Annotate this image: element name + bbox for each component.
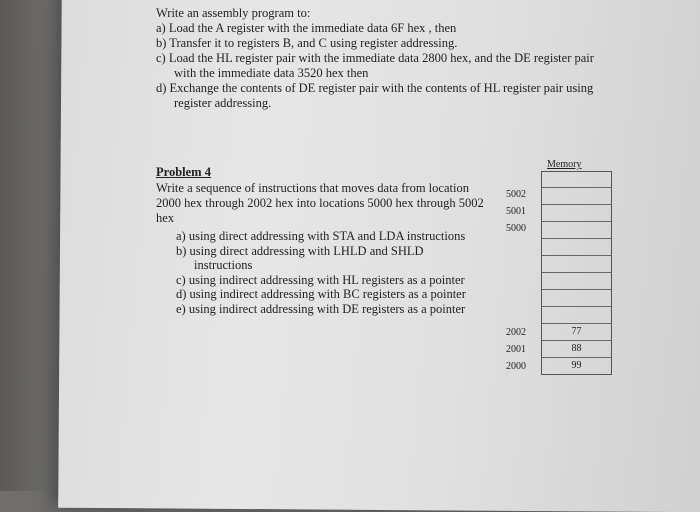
memory-cell-divider (542, 204, 611, 205)
part1-item-a: a) Load the A register with the immediate data 6F hex , then (156, 21, 457, 35)
memory-cell-value: 88 (571, 343, 582, 354)
problem-part-b-cont: instructions (194, 258, 253, 272)
memory-cell-value: 77 (571, 326, 582, 337)
part1-item-c-cont: with the immediate data 3520 hex then (174, 66, 369, 80)
problem-part-b: b) using direct addressing with LHLD and SHLD (176, 243, 424, 258)
memory-cell-divider (542, 221, 611, 222)
memory-cell-divider (542, 306, 611, 307)
part1-item-b: b) Transfer it to registers B, and C using register addressing. (156, 36, 458, 50)
memory-cell-divider (542, 238, 611, 239)
problem-part-d: d) using indirect addressing with BC registers as a pointer (176, 287, 466, 301)
part1-title: Write an assembly program to: (156, 6, 311, 20)
assignment-part1 (156, 6, 594, 111)
memory-cell-divider (542, 272, 611, 273)
address-label: 5002 (506, 189, 526, 200)
memory-cell-value: 99 (571, 360, 582, 371)
problem-part-e: e) using indirect addressing with DE registers as a pointer (176, 301, 466, 316)
address-label: 2001 (506, 344, 526, 355)
memory-title: Memory (547, 159, 582, 170)
problem-part-a: a) using direct addressing with STA and LDA instructions (176, 229, 466, 243)
problem-parts (176, 229, 466, 316)
part1-item-d: d) Exchange the contents of DE register pair with the contents of HL register pair using (156, 81, 594, 95)
memory-cell-divider (542, 187, 611, 188)
memory-cell-divider (542, 323, 611, 324)
part1-item-d-cont: register addressing. (174, 96, 272, 110)
memory-cell-divider (542, 340, 611, 341)
memory-table (541, 171, 612, 375)
address-label: 5001 (506, 206, 526, 217)
address-label: 2002 (506, 327, 526, 338)
problem-part-c: c) using indirect addressing with HL registers as a pointer (176, 272, 465, 287)
memory-cell-divider (542, 357, 611, 358)
part1-item-c: c) Load the HL register pair with the immediate data 2800 hex, and the DE register pair (156, 51, 594, 65)
address-label: 2000 (506, 361, 526, 372)
address-label: 5000 (506, 223, 526, 234)
memory-cell-divider (542, 255, 611, 256)
problem-title: Problem 4 (156, 165, 211, 179)
problem-description: Write a sequence of instructions that moves data from location 2000 hex through 2002 hex into locations 5000 hex through 5002 hex (156, 181, 484, 225)
memory-cell-divider (542, 289, 611, 290)
